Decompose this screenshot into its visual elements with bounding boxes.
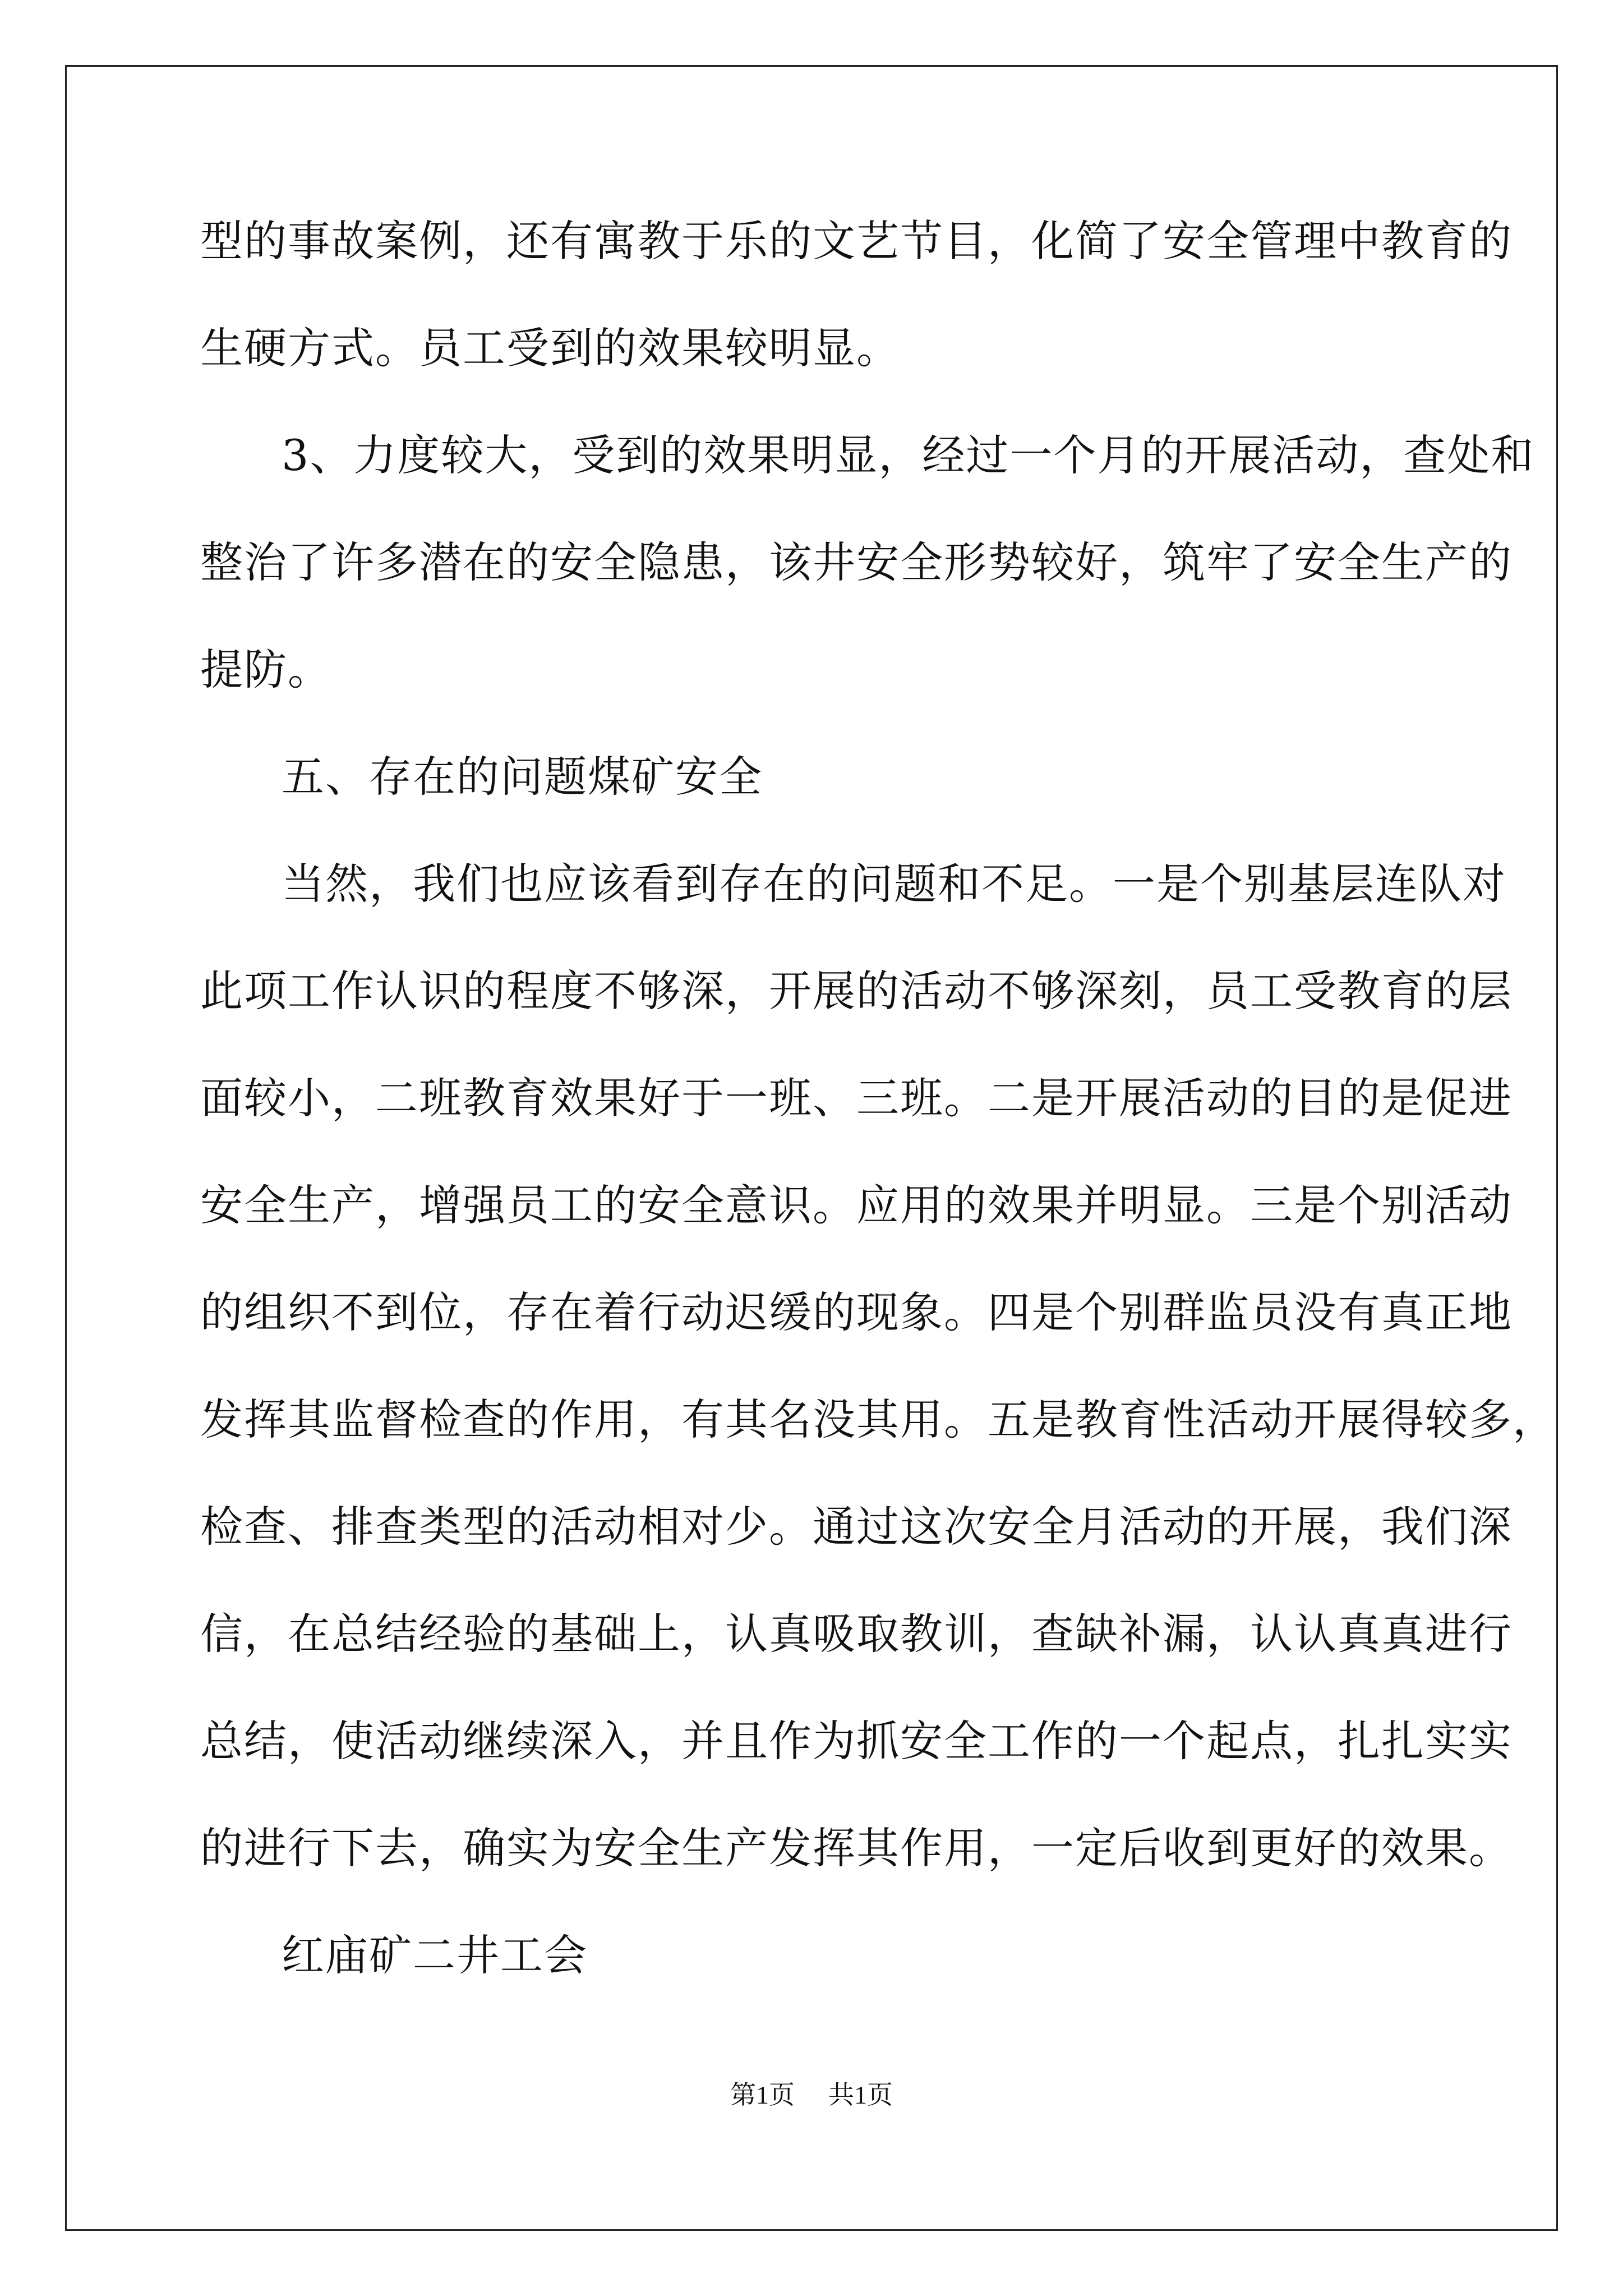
text-line: 整治了许多潜在的安全隐患，该井安全形势较好，筑牢了安全生产的	[200, 537, 1513, 587]
page-footer	[0, 2078, 1623, 2112]
text-line: 发挥其监督检查的作用，有其名没其用。五是教育性活动开展得较多，	[200, 1395, 1556, 1444]
signature-line: 红庙矿二井工会	[282, 1930, 588, 1980]
section-heading: 五、存在的问题煤矿安全	[282, 752, 763, 802]
text-line: 面较小，二班教育效果好于一班、三班。二是开展活动的目的是促进	[200, 1073, 1513, 1123]
text-line: 的组织不到位，存在着行动迟缓的现象。四是个别群监员没有真正地	[200, 1287, 1513, 1337]
text-line: 当然，我们也应该看到存在的问题和不足。一是个别基层连队对	[282, 859, 1506, 909]
text-line: 生硬方式。员工受到的效果较明显。	[200, 323, 900, 373]
text-line: 信，在总结经验的基础上，认真吸取教训，查缺补漏，认认真真进行	[200, 1609, 1513, 1659]
page-border	[65, 65, 1558, 2231]
page-total: 共1页	[828, 2081, 893, 2109]
text-line: 型的事故案例，还有寓教于乐的文艺节目，化简了安全管理中教育的	[200, 216, 1513, 266]
text-line: 的进行下去，确实为安全生产发挥其作用，一定后收到更好的效果。	[200, 1823, 1513, 1873]
page-number: 第1页	[730, 2081, 795, 2109]
text-line: 此项工作认识的程度不够深，开展的活动不够深刻，员工受教育的层	[200, 966, 1513, 1016]
text-line: 安全生产，增强员工的安全意识。应用的效果并明显。三是个别活动	[200, 1180, 1513, 1230]
text-line: 总结，使活动继续深入，并且作为抓安全工作的一个起点，扎扎实实	[200, 1716, 1513, 1766]
text-line: 3、力度较大，受到的效果明显，经过一个月的开展活动，查处和	[282, 430, 1535, 480]
text-line: 检查、排查类型的活动相对少。通过这次安全月活动的开展，我们深	[200, 1502, 1513, 1552]
text-line: 提防。	[200, 645, 331, 694]
